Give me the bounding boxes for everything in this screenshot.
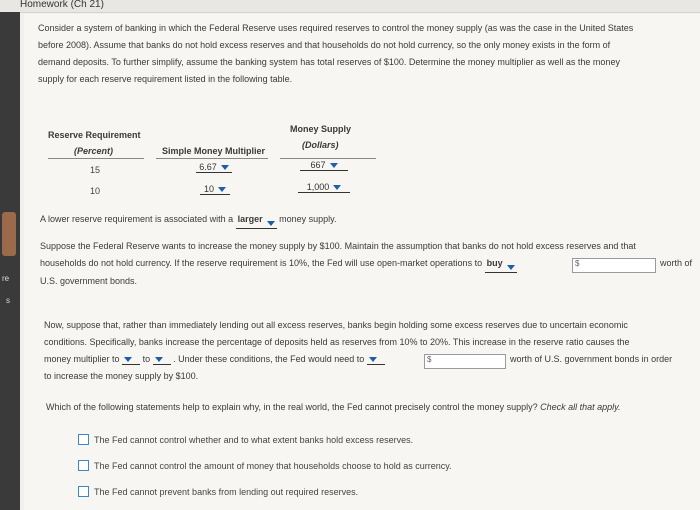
col-subheader-dollars: (Dollars) — [302, 140, 339, 150]
q3-line: money multiplier to to . Under these conditions, the Fed would need to — [44, 351, 700, 368]
sidebar-glyph: re — [2, 274, 10, 283]
checkbox-label: The Fed cannot control whether and to what extent banks hold excess reserves. — [94, 434, 414, 445]
money-supply-select[interactable]: 667 — [300, 158, 348, 171]
q4-prompt: Which of the following statements help to explain why, in the real world, the Fed cannot precisely control the money supply? Check all that apply. — [46, 402, 621, 412]
buy-sell-select[interactable]: buy — [485, 261, 517, 273]
chevron-down-icon — [330, 163, 338, 168]
chevron-down-icon — [369, 357, 377, 362]
col-subheader-percent: (Percent) — [74, 146, 114, 156]
col-header-reserve: Reserve Requirement — [48, 130, 141, 140]
q1-text: money supply. — [279, 214, 337, 224]
checkbox-option[interactable] — [78, 434, 413, 445]
checkbox-option[interactable] — [78, 486, 358, 497]
col-header-multiplier: Simple Money Multiplier — [162, 146, 266, 156]
intro-line: before 2008). Assume that banks do not hold excess reserves and that households do not hold currency, so the only money exists in the form of — [38, 40, 611, 50]
intro-line: Consider a system of banking in which the Federal Reserve uses required reserves to control the money supply (as was the case in the United States — [38, 23, 634, 33]
intro-paragraph — [38, 20, 698, 88]
question-panel — [24, 14, 700, 510]
title-bar — [0, 0, 700, 13]
larger-smaller-select[interactable]: larger — [236, 217, 277, 229]
q1-text: A lower reserve requirement is associated with a — [40, 214, 234, 224]
intro-line: demand deposits. To further simplify, assume the banking system has total reserves of $100. Determine the money multiplier as well as the money — [38, 57, 620, 67]
q1-sentence — [40, 211, 700, 229]
q3-line: to increase the money supply by $100. — [44, 371, 199, 381]
sidebar-thumbnail — [2, 212, 16, 256]
checkbox-label: The Fed cannot prevent banks from lending out required reserves. — [94, 486, 359, 497]
q4-hint: Check all that apply. — [540, 402, 621, 412]
checkbox[interactable] — [78, 460, 89, 471]
col-header-money-supply: Money Supply — [290, 124, 352, 134]
q2-line: Suppose the Federal Reserve wants to increase the money supply by $100. Maintain the assumption that banks do not hold excess reserves and that — [40, 241, 636, 251]
header-rule — [156, 158, 268, 159]
table-cell-rr: 10 — [90, 186, 101, 196]
q3-amount-input[interactable]: $ — [424, 354, 506, 369]
checkbox[interactable] — [78, 434, 89, 445]
chevron-down-icon — [507, 265, 515, 270]
q2-amount-input[interactable]: $ — [572, 258, 656, 273]
chevron-down-icon — [155, 357, 163, 362]
page-title: Homework (Ch 21) — [20, 0, 104, 10]
q3-line: Now, suppose that, rather than immediately lending out all excess reserves, banks begin holding some excess reserves due to uncertain economic — [44, 320, 628, 330]
buy-sell-select[interactable] — [367, 353, 385, 365]
chevron-down-icon — [221, 165, 229, 170]
multiplier-select[interactable]: 6.67 — [196, 160, 232, 173]
chevron-down-icon — [218, 187, 226, 192]
chevron-down-icon — [267, 221, 275, 226]
chevron-down-icon — [124, 357, 132, 362]
checkbox-option[interactable] — [78, 460, 452, 471]
q2-line: U.S. government bonds. — [40, 276, 138, 286]
checkbox[interactable] — [78, 486, 89, 497]
multiplier-from-select[interactable] — [122, 353, 140, 365]
q3-line: conditions. Specifically, banks increase the percentage of deposits held as reserves from 10% to 20%. This increase in the reserve ratio causes the — [44, 337, 630, 347]
money-supply-select[interactable]: 1,000 — [298, 180, 350, 193]
multiplier-select[interactable]: 10 — [200, 182, 230, 195]
q2-worth-text: worth of — [660, 258, 693, 268]
sidebar-glyph: s — [6, 296, 10, 305]
table-cell-rr: 15 — [90, 165, 101, 175]
left-sidebar — [0, 12, 20, 510]
multiplier-to-select[interactable] — [153, 353, 171, 365]
q3-worth-text: worth of U.S. government bonds in order — [510, 354, 673, 364]
chevron-down-icon — [333, 185, 341, 190]
intro-line: supply for each reserve requirement listed in the following table. — [38, 74, 293, 84]
q2-line: households do not hold currency. If the reserve requirement is 10%, the Fed will use open-market operations to buy — [40, 255, 700, 273]
header-rule — [48, 158, 144, 159]
checkbox-label: The Fed cannot control the amount of money that households choose to hold as currency. — [94, 460, 452, 471]
multiplier-table — [44, 122, 384, 212]
